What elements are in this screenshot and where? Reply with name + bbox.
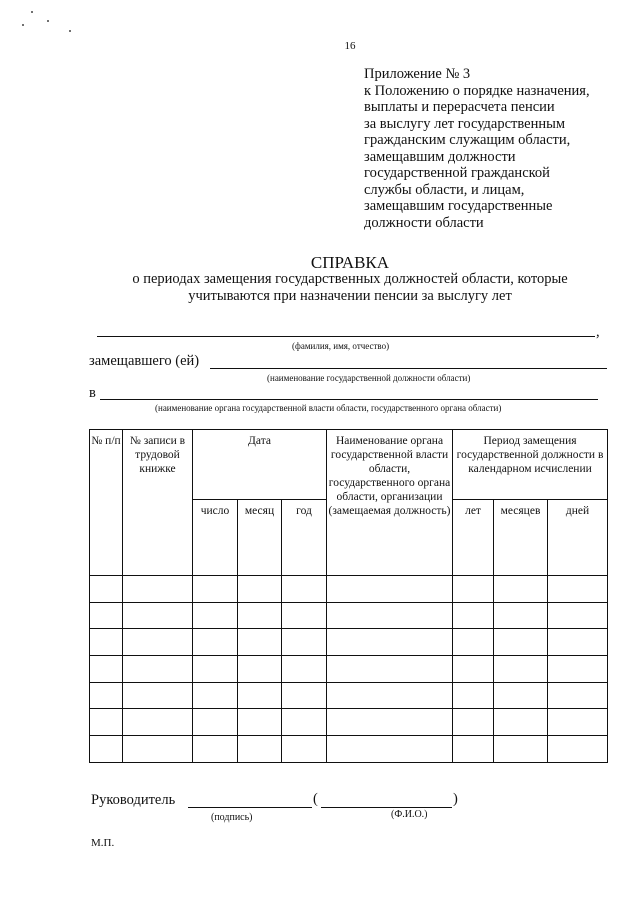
table-cell[interactable] <box>238 656 282 683</box>
table-cell[interactable] <box>90 656 123 683</box>
table-cell[interactable] <box>193 656 238 683</box>
table-cell[interactable] <box>453 682 494 709</box>
position-field-line[interactable] <box>210 368 607 369</box>
table-cell[interactable] <box>327 709 453 736</box>
table-cell[interactable] <box>453 602 494 629</box>
paren-open: ( <box>313 791 318 807</box>
fio-line[interactable] <box>321 807 452 808</box>
table-cell[interactable] <box>453 709 494 736</box>
table-cell[interactable] <box>327 736 453 763</box>
header-years: лет <box>453 500 494 576</box>
table-cell[interactable] <box>282 576 327 603</box>
subtitle-line: о периодах замещения государственных должностей области, которые <box>132 271 568 287</box>
document-title: СПРАВКА <box>310 253 390 272</box>
header-record-number: № записи в трудовой книжке <box>123 430 193 576</box>
appendix-line: замещавшим государственные <box>364 198 553 214</box>
header-year: год <box>282 500 327 576</box>
table-cell[interactable] <box>327 629 453 656</box>
table-cell[interactable] <box>123 682 193 709</box>
table-cell[interactable] <box>193 682 238 709</box>
header-month: месяц <box>238 500 282 576</box>
table-cell[interactable] <box>193 736 238 763</box>
table-cell[interactable] <box>90 736 123 763</box>
appendix-line: за выслугу лет государственным <box>364 115 566 132</box>
name-field-comma: , <box>596 324 600 340</box>
scan-speck <box>69 30 71 32</box>
table-cell[interactable] <box>494 709 548 736</box>
name-field-line[interactable] <box>97 336 595 337</box>
stamp-place: М.П. <box>91 837 115 849</box>
periods-table <box>89 429 608 763</box>
table-cell[interactable] <box>453 656 494 683</box>
table-row <box>90 629 608 656</box>
page-number: 16 <box>344 40 356 52</box>
table-cell[interactable] <box>90 682 123 709</box>
position-field-label: замещавшего (ей) <box>89 353 200 369</box>
table-row <box>90 576 608 603</box>
table-cell[interactable] <box>123 656 193 683</box>
table-cell[interactable] <box>123 602 193 629</box>
scan-speck <box>31 11 33 13</box>
table-cell[interactable] <box>282 736 327 763</box>
scan-speck <box>47 20 49 22</box>
table-cell[interactable] <box>548 682 608 709</box>
appendix-line: службы области, и лицам, <box>364 181 525 198</box>
table-cell[interactable] <box>193 602 238 629</box>
table-cell[interactable] <box>193 576 238 603</box>
organ-field-caption: (наименование органа государственной власти области, государственного органа области) <box>155 403 502 413</box>
table-cell[interactable] <box>238 709 282 736</box>
header-organ-name: Наименование органа государственной власти области, государственного органа области, организации (замещаемая должность) <box>327 430 453 576</box>
table-cell[interactable] <box>453 736 494 763</box>
fio-caption: (Ф.И.О.) <box>391 809 428 820</box>
table-cell[interactable] <box>193 629 238 656</box>
subtitle-line: учитываются при назначении пенсии за выслугу лет <box>188 288 512 304</box>
table-cell[interactable] <box>123 576 193 603</box>
table-cell[interactable] <box>548 656 608 683</box>
table-cell[interactable] <box>282 709 327 736</box>
table-cell[interactable] <box>494 736 548 763</box>
table-cell[interactable] <box>453 629 494 656</box>
table-cell[interactable] <box>494 656 548 683</box>
appendix-line: Приложение № 3 <box>364 66 471 82</box>
table-cell[interactable] <box>494 602 548 629</box>
table-cell[interactable] <box>327 602 453 629</box>
table-cell[interactable] <box>494 629 548 656</box>
table-row <box>90 736 608 763</box>
signature-caption: (подпись) <box>211 812 253 823</box>
appendix-line: должности области <box>364 214 484 231</box>
position-field-caption: (наименование государственной должности области) <box>267 373 471 383</box>
table-cell[interactable] <box>123 629 193 656</box>
header-period: Период замещения государственной должности в календарном исчислении <box>453 430 608 500</box>
appendix-line: государственной гражданской <box>364 165 550 181</box>
table-cell[interactable] <box>238 602 282 629</box>
table-cell[interactable] <box>123 736 193 763</box>
table-cell[interactable] <box>282 682 327 709</box>
header-days: дней <box>548 500 608 576</box>
table-cell[interactable] <box>282 629 327 656</box>
table-cell[interactable] <box>494 682 548 709</box>
head-label: Руководитель <box>91 792 176 808</box>
table-cell[interactable] <box>327 682 453 709</box>
table-cell[interactable] <box>90 602 123 629</box>
table-cell[interactable] <box>90 576 123 603</box>
table-cell[interactable] <box>548 602 608 629</box>
table-cell[interactable] <box>282 656 327 683</box>
table-body <box>90 576 608 763</box>
paren-close: ) <box>453 791 458 807</box>
header-row-number: № п/п <box>90 430 123 576</box>
organ-field-label: в <box>89 385 96 401</box>
header-months: месяцев <box>494 500 548 576</box>
table-cell[interactable] <box>193 709 238 736</box>
table-cell[interactable] <box>327 576 453 603</box>
table-cell[interactable] <box>548 629 608 656</box>
table-row <box>90 682 608 709</box>
table-row <box>90 656 608 683</box>
table-cell[interactable] <box>238 629 282 656</box>
table-cell[interactable] <box>238 682 282 709</box>
organ-field-line[interactable] <box>100 399 598 400</box>
table-cell[interactable] <box>548 576 608 603</box>
appendix-line: выплаты и перерасчета пенсии <box>364 99 555 115</box>
table-cell[interactable] <box>548 709 608 736</box>
scan-speck <box>22 24 24 26</box>
appendix-line: замещавшим должности <box>364 148 516 165</box>
appendix-header <box>364 66 634 231</box>
name-field-caption: (фамилия, имя, отчество) <box>292 341 390 351</box>
table-cell[interactable] <box>282 602 327 629</box>
header-date: Дата <box>193 430 327 500</box>
appendix-line: к Положению о порядке назначения, <box>364 82 590 99</box>
table-cell[interactable] <box>90 709 123 736</box>
table-cell[interactable] <box>453 576 494 603</box>
table-cell[interactable] <box>238 736 282 763</box>
table-cell[interactable] <box>548 736 608 763</box>
table-cell[interactable] <box>494 576 548 603</box>
table-row <box>90 602 608 629</box>
appendix-line: гражданским служащим области, <box>364 132 571 148</box>
signature-line[interactable] <box>188 807 312 808</box>
table-cell[interactable] <box>327 656 453 683</box>
table-cell[interactable] <box>90 629 123 656</box>
header-day: число <box>193 500 238 576</box>
table-row <box>90 709 608 736</box>
document-subtitle <box>60 271 640 305</box>
table-cell[interactable] <box>238 576 282 603</box>
table-cell[interactable] <box>123 709 193 736</box>
